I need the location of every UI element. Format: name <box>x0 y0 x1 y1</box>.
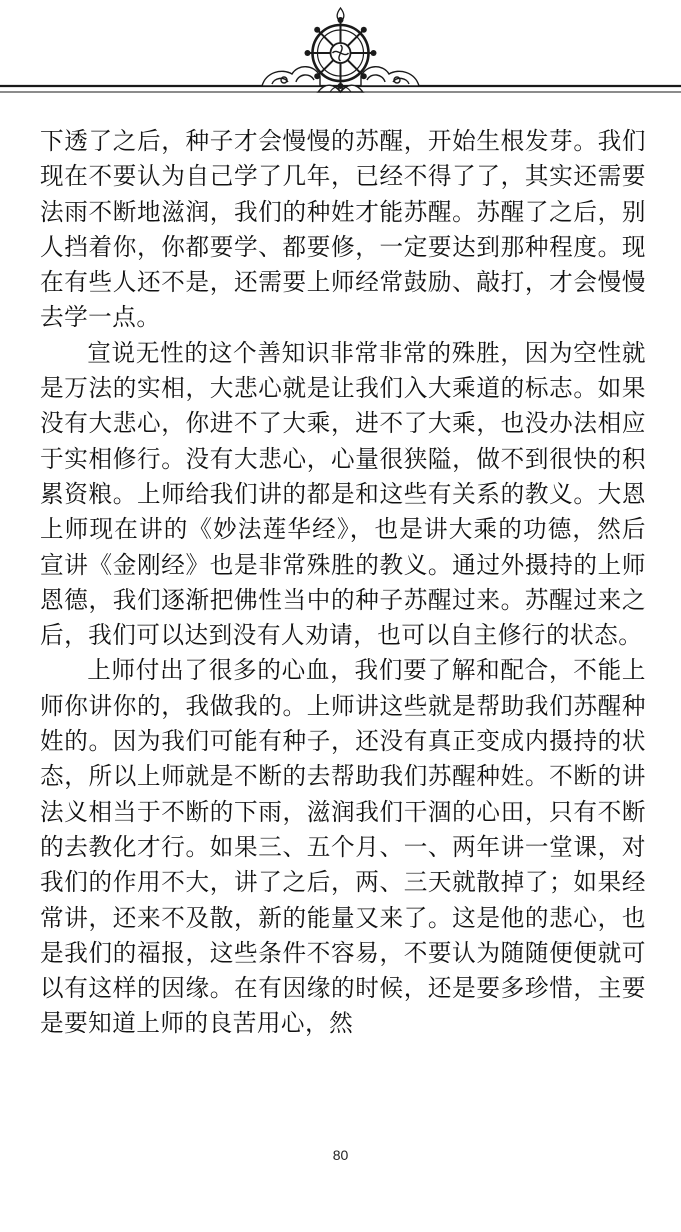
paragraph-teacher-effort: 上师付出了很多的心血，我们要了解和配合，不能上师你讲你的，我做我的。上师讲这些就是帮助我们苏醒种姓的。因为我们可能有种子，还没有真正变成内摄持的状态，所以上师就是不断的去帮助我们苏醒种姓。不断的讲法义相当于不断的下雨，滋润我们干涸的心田，只有不断的去教化才行。如果三、五个月、一、两年讲一堂课，对我们的作用不大，讲了之后，两、三天就散掉了；如果经常讲，还来不及散，新的能量又来了。这是他的悲心，也是我们的福报，这些条件不容易，不要认为随随便便就可以有这样的因缘。在有因缘的时候，还是要多珍惜，主要是要知道上师的良苦用心，然 <box>40 656 646 1038</box>
body-text <box>40 124 646 1042</box>
page-number: 80 <box>332 1147 349 1163</box>
left-cloud-ornament <box>262 67 320 86</box>
paragraph-emptiness-compassion: 宣说无性的这个善知识非常非常的殊胜，因为空性就是万法的实相，大悲心就是让我们入大乘道的标志。如果没有大悲心，你进不了大乘，进不了大乘，也没办法相应于实相修行。没有大悲心，心量很狭隘，做不到很快的积累资粮。上师给我们讲的都是和这些有关系的教义。大恩上师现在讲的《妙法莲华经》，也是讲大乘的功德，然后宣讲《金刚经》也是非常殊胜的教义。通过外摄持的上师恩德，我们逐渐把佛性当中的种子苏醒过来。苏醒过来之后，我们可以达到没有人劝请，也可以自主修行的状态。 <box>40 338 646 650</box>
paragraph-continuation: 下透了之后，种子才会慢慢的苏醒，开始生根发芽。我们现在不要认为自己学了几年，已经不得了了，其实还需要法雨不断地滋润，我们的种姓才能苏醒。苏醒了之后，别人挡着你，你都要学、都要修，一定要达到那种程度。现在有些人还不是，还需要上师经常鼓励、敲打，才会慢慢去学一点。 <box>40 127 646 332</box>
right-cloud-ornament <box>361 67 419 86</box>
header-ornament <box>0 0 681 110</box>
